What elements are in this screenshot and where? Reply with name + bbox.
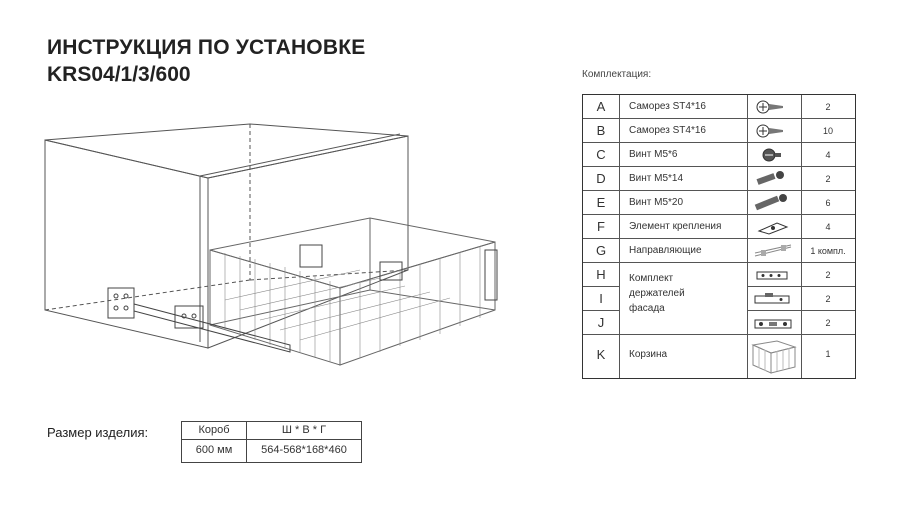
model-number: KRS04/1/3/600 bbox=[47, 63, 191, 86]
item-qty: 2 bbox=[825, 294, 831, 304]
item-qty: 10 bbox=[822, 126, 833, 136]
item-qty: 4 bbox=[825, 150, 831, 160]
item-letter: B bbox=[596, 123, 606, 138]
item-letter: H bbox=[596, 267, 606, 282]
screw-long-icon bbox=[747, 194, 801, 212]
rails-icon bbox=[747, 242, 801, 260]
item-name: Направляющие bbox=[629, 245, 702, 256]
item-letter: J bbox=[597, 315, 605, 330]
item-letter: K bbox=[596, 347, 606, 362]
screw-medium-icon bbox=[747, 170, 801, 188]
item-qty: 2 bbox=[825, 102, 831, 112]
item-name: Саморез ST4*16 bbox=[629, 125, 706, 136]
instruction-title: ИНСТРУКЦИЯ ПО УСТАНОВКЕ bbox=[47, 36, 366, 59]
cabinet-basket-drawing bbox=[40, 120, 510, 370]
item-qty: 4 bbox=[825, 222, 831, 232]
fastener-icon bbox=[747, 218, 801, 236]
item-name: Корзина bbox=[629, 349, 668, 360]
kit-table bbox=[582, 94, 856, 379]
screw-flat-icon bbox=[747, 122, 801, 140]
item-name: Винт М5*20 bbox=[629, 197, 684, 208]
basket-icon bbox=[747, 337, 801, 377]
item-qty: 6 bbox=[825, 198, 831, 208]
kit-label: Комплектация: bbox=[582, 69, 652, 80]
item-letter: I bbox=[599, 291, 603, 306]
size-col1-header: Короб bbox=[198, 424, 230, 436]
group-label-line1: Комплект bbox=[629, 273, 674, 284]
size-label: Размер изделия: bbox=[47, 425, 149, 440]
screw-short-icon bbox=[747, 146, 801, 164]
item-qty: 2 bbox=[825, 270, 831, 280]
item-letter: G bbox=[595, 243, 607, 258]
item-letter: D bbox=[596, 171, 606, 186]
item-name: Элемент крепления bbox=[629, 221, 722, 232]
size-col2-value: 564-568*168*460 bbox=[261, 444, 347, 456]
item-name: Винт М5*14 bbox=[629, 173, 684, 184]
item-qty: 2 bbox=[825, 318, 831, 328]
item-letter: F bbox=[597, 219, 605, 234]
screw-flat-icon bbox=[747, 98, 801, 116]
bracket-j-icon bbox=[747, 314, 801, 332]
size-col1-value: 600 мм bbox=[195, 444, 233, 456]
item-letter: A bbox=[596, 99, 606, 114]
item-letter: C bbox=[596, 147, 606, 162]
size-table bbox=[181, 421, 362, 463]
group-label-line3: фасада bbox=[629, 303, 665, 314]
size-col2-header: Ш * В * Г bbox=[281, 424, 327, 436]
item-qty: 2 bbox=[825, 174, 831, 184]
item-letter: E bbox=[596, 195, 606, 210]
bracket-i-icon bbox=[747, 290, 801, 308]
group-label-line2: держателей bbox=[629, 288, 685, 299]
item-name: Саморез ST4*16 bbox=[629, 101, 706, 112]
item-name: Винт М5*6 bbox=[629, 149, 678, 160]
item-qty: 1 компл. bbox=[810, 246, 846, 256]
item-qty: 1 bbox=[825, 349, 831, 359]
bracket-h-icon bbox=[747, 266, 801, 284]
